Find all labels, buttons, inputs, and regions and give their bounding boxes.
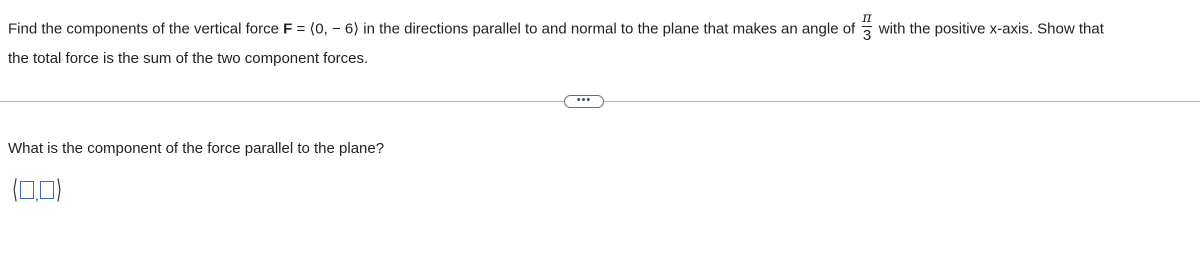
close-angle-bracket: ⟩ [56, 175, 62, 205]
fraction-denominator: 3 [862, 27, 872, 44]
angle-fraction [862, 12, 871, 43]
expand-more-button[interactable]: ••• [564, 95, 604, 108]
force-symbol: F [283, 20, 293, 38]
problem-line-1 [8, 10, 1104, 45]
vector-component-2-input[interactable] [40, 181, 54, 199]
fraction-numerator: π [862, 10, 872, 26]
question-text: What is the component of the force parallel to the plane? [8, 140, 385, 157]
vector-answer-input [10, 176, 64, 204]
problem-text-part-3: with the positive x-axis. Show that [878, 20, 1104, 38]
problem-text-part-2: = ⟨0, − 6⟩ in the directions parallel to and normal to the plane that makes an angle of [292, 20, 856, 38]
problem-text-part-1: Find the components of the vertical force [8, 20, 284, 38]
open-angle-bracket: ⟨ [12, 175, 18, 205]
problem-line-2: the total force is the sum of the two component forces. [8, 50, 369, 67]
vector-component-1-input[interactable] [20, 181, 34, 199]
component-separator: , [35, 187, 39, 203]
